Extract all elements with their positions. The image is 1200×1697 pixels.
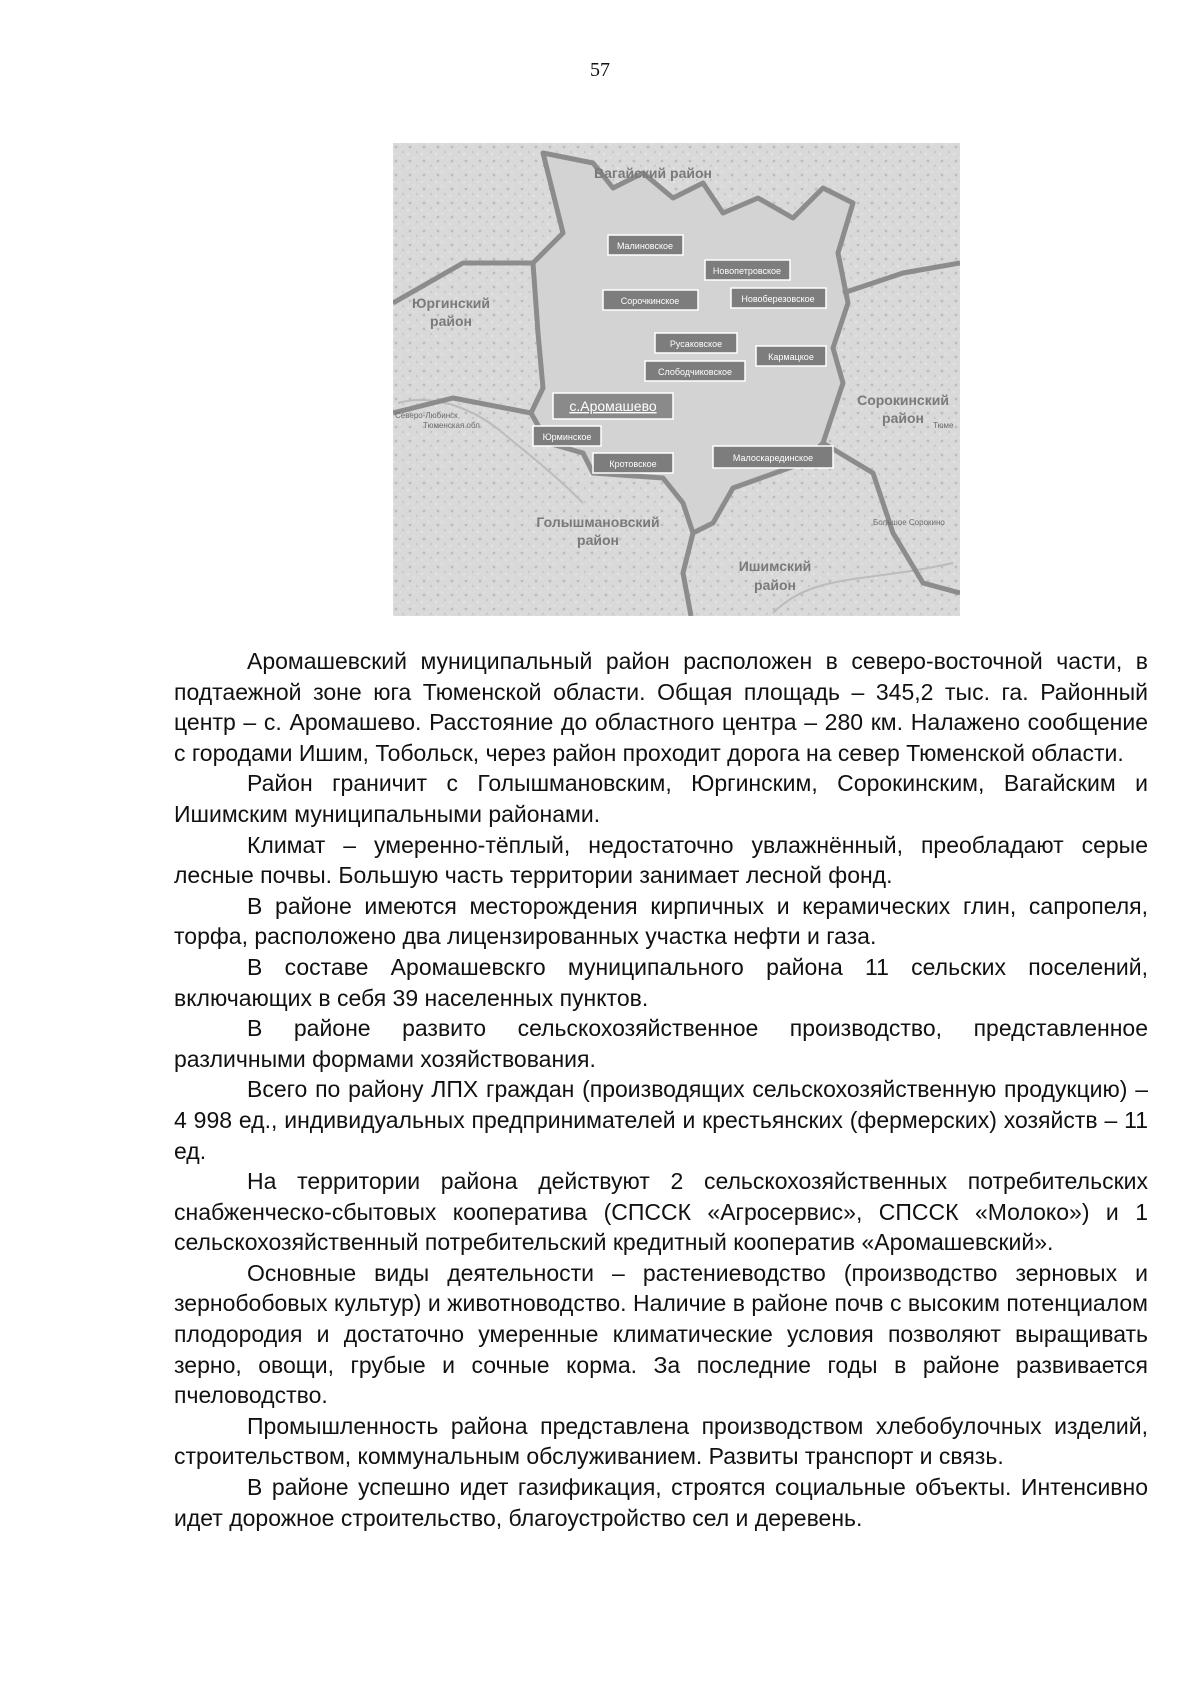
label-bolshoe-sorokino: Большое Сорокино — [873, 518, 945, 527]
label-ishim-1: Ишимский — [738, 558, 812, 574]
settlement-rusakovskoe: Русаковское — [669, 339, 723, 349]
settlement-karmatskoe: Кармацкое — [768, 352, 814, 362]
paragraph-industry: Промышленность района представлена производством хлебобулочных изделий, строительством, коммунальным обслуживанием. Развиты транспорт и связь. — [174, 1412, 1148, 1470]
paragraph-cooperatives: На территории района действуют 2 сельскохозяйственных потребительских снабженческо-сбытовых кооператива (СПССК «Агросервис», СПССК «Молоко») и 1 сельскохозяйственный потребительский кредитный кооператив «Аромашевский». — [174, 1168, 1148, 1256]
settlement-malinovskoe: Малиновское — [616, 241, 674, 251]
paragraph-settlements: В составе Аромашевскго муниципального района 11 сельских поселений, включающих в себя 39 населенных пунктов. — [174, 953, 1148, 1011]
label-ishim-2: район — [754, 577, 796, 593]
district-map — [393, 143, 960, 616]
paragraph-gasification: В районе успешно идет газификация, строятся социальные объекты. Интенсивно идет дорожное строительство, благоустройство сел и деревень. — [174, 1474, 1148, 1531]
settlement-yurminskoe: Юрминское — [542, 432, 592, 442]
settlement-sorochkinskoe: Сорочкинское — [620, 296, 680, 306]
paragraph-activities: Основные виды деятельности – растениеводство (производство зерновых и зернобобовых культур) и животноводство. Наличие в районе почв с высоким потенциалом плодородия и достаточно умеренные климатические условия позволяют выращивать зерно, овощи, грубые и сочные корма. За последние годы в районе развивается пчеловодство. — [174, 1259, 1148, 1409]
settlement-novoberezovskoe: Новоберезовское — [741, 294, 815, 304]
paragraph-location: Аромашевский муниципальный район расположен в северо-восточной части, в подтаежной зоне юга Тюменской области. Общая площадь – 345,2 тыс. га. Районный центр – с. Аромашево. Расстояние до областного центра – 280 км. Налажено сообщение с городами Ишим, Тобольск, через район проходит дорога на север Тюменской области. — [174, 648, 1148, 766]
label-sorokino-2: район — [882, 410, 924, 426]
paragraph-climate: Климат – умеренно-тёплый, недостаточно увлажнённый, преобладают серые лесные почвы. Большую часть территории занимает лесной фонд. — [174, 831, 1148, 889]
label-tyumen-obl: Тюменская обл — [423, 421, 480, 430]
settlement-novopetrovskoe: Новопетровское — [712, 266, 782, 276]
label-yurga-1: Юргинский — [412, 295, 490, 311]
label-yurga-2: район — [430, 313, 472, 329]
settlement-krotovskoe: Кротовское — [609, 459, 657, 469]
district-center-label: с.Аромашево — [569, 398, 657, 414]
label-severo-lyubinsk: Северо-Любинск — [395, 411, 458, 420]
district-map-svg — [393, 143, 960, 616]
page-number: 57 — [590, 59, 610, 81]
label-golyshmanovo-2: район — [577, 532, 619, 548]
settlement-slobodchikovskoe: Слободчиковское — [657, 367, 733, 377]
paragraph-agriculture: В районе развито сельскохозяйственное производство, представленное различными формами хозяйствования. — [174, 1015, 1148, 1072]
body-text — [174, 646, 1148, 1533]
settlement-maloskaredinskoe: Малоскарединское — [732, 453, 814, 463]
paragraph-farms: Всего по району ЛПХ граждан (производящих сельскохозяйственную продукцию) – 4 998 ед., индивидуальных предпринимателей и крестьянских (фермерских) хозяйств – 11 ед. — [174, 1076, 1148, 1164]
paragraph-borders: Район граничит с Голышмановским, Юргинским, Сорокинским, Вагайским и Ишимским муниципальными районами. — [174, 770, 1148, 827]
paragraph-deposits: В районе имеются месторождения кирпичных и керамических глин, сапропеля, торфа, расположено два лицензированных участка нефти и газа. — [174, 892, 1148, 950]
label-vagai: Вагайский район — [594, 165, 712, 181]
label-golyshmanovo-1: Голышмановский — [536, 514, 660, 530]
label-tyume-right: Тюме — [933, 421, 954, 430]
label-sorokino-1: Сорокинский — [857, 392, 949, 408]
